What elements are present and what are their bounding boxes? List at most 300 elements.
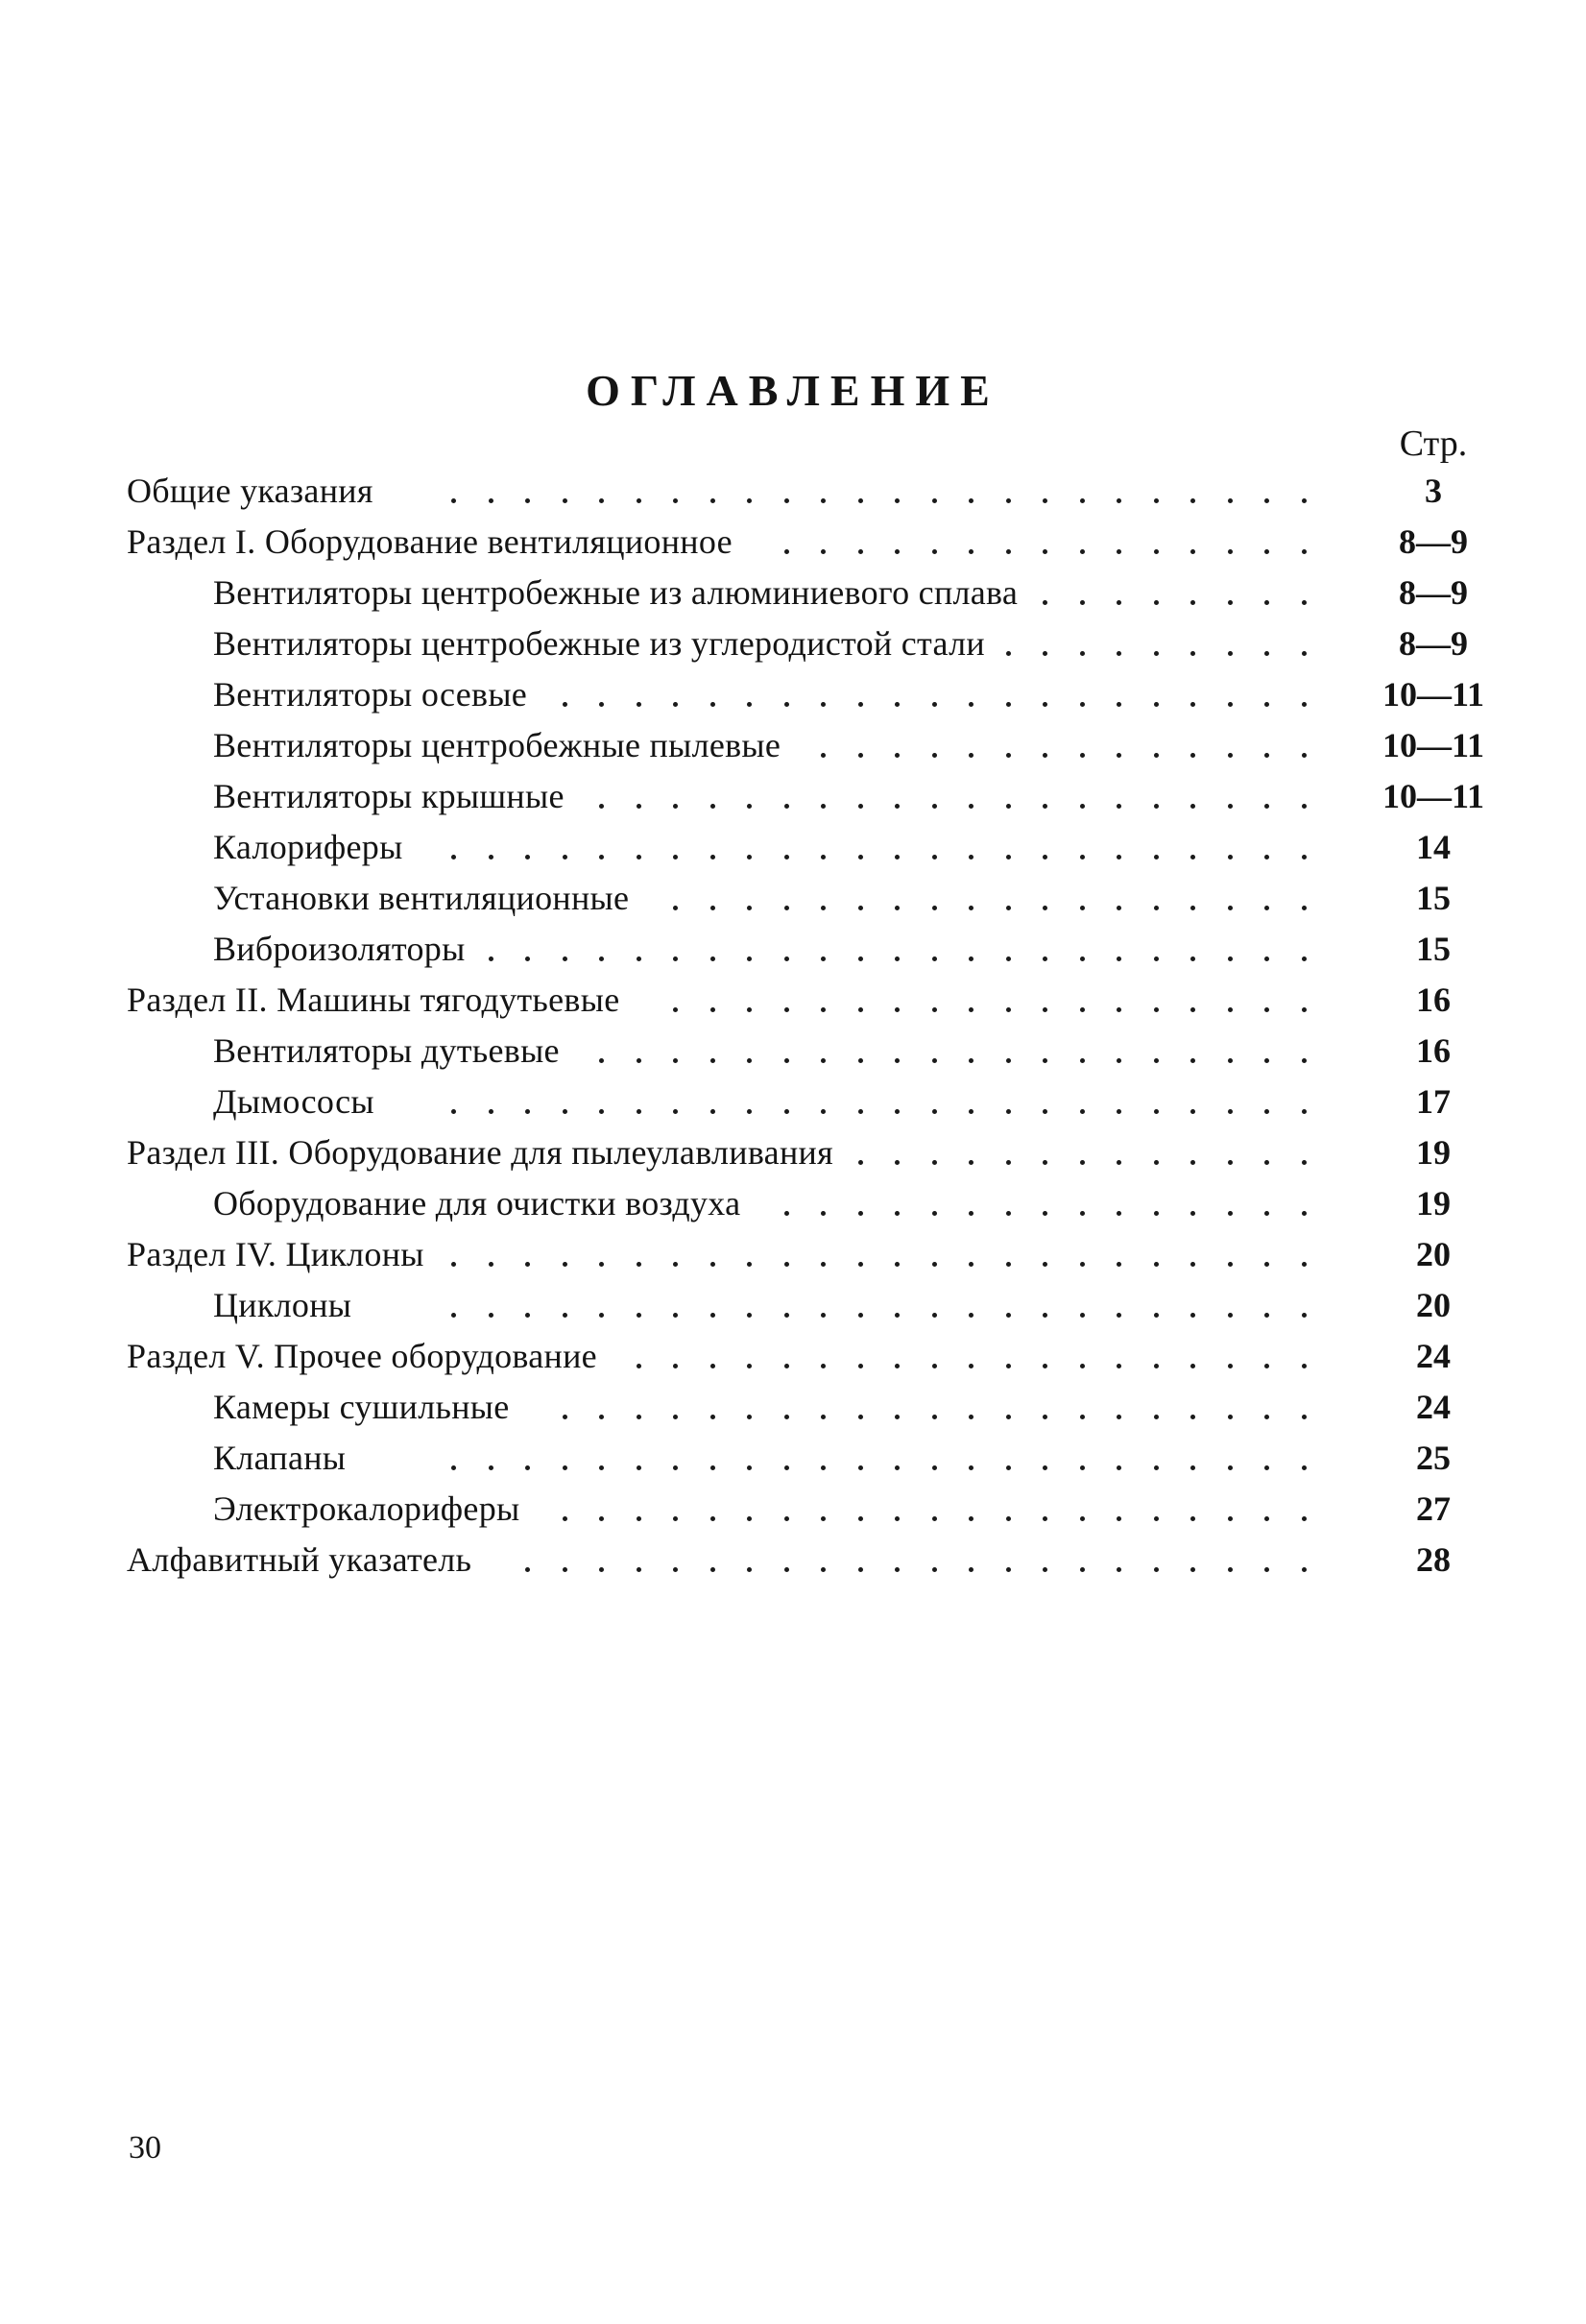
leader-dot [1117,1109,1121,1114]
leader-dot [710,1058,715,1063]
leader-dot [784,1007,789,1012]
leader-dot [1080,1262,1085,1267]
leader-dot [1302,1567,1307,1572]
leader-dot [1006,1007,1011,1012]
leader-dot [1190,906,1195,910]
toc-entry [0,517,1586,568]
leader-dot [969,1313,973,1318]
leader-dot [1302,956,1307,961]
toc-dot-leader [0,1127,1586,1177]
leader-dot [747,1058,752,1063]
leader-dot [1154,956,1159,961]
leader-dot [1302,1364,1307,1368]
leader-dot [1302,651,1307,656]
leader-dot [1228,1364,1233,1368]
leader-dot [1264,702,1269,707]
toc-entry [0,669,1586,720]
leader-dot [784,1313,789,1318]
leader-dot [1302,1465,1307,1470]
leader-dot [1302,753,1307,758]
leader-dot [858,1262,863,1267]
leader-dot [895,498,900,503]
leader-dot [1117,804,1121,809]
leader-dot [599,1313,604,1318]
leader-dot [858,1415,863,1419]
leader-dot [932,1364,937,1368]
leader-dot [1264,956,1269,961]
leader-dot [1080,1058,1085,1063]
leader-dot [1190,1058,1195,1063]
toc-entry [0,924,1586,975]
toc-entry-label: Вентиляторы центробежные из алюминиевого сплава [213,573,1019,612]
leader-dot [673,702,678,707]
toc-dot-leader [0,975,1586,1025]
toc-dot-leader [0,568,1586,617]
leader-dot [563,1262,567,1267]
leader-dot [1190,1262,1195,1267]
leader-dot [1190,1364,1195,1368]
toc-dot-leader [0,822,1586,872]
leader-dot [673,855,678,859]
toc-entry-label: Виброизоляторы [213,930,466,968]
toc-entry-label: Вентиляторы осевые [213,675,528,714]
leader-dot [1228,753,1233,758]
leader-dot [969,1058,973,1063]
leader-dot [1190,1567,1195,1572]
leader-dot [784,1567,789,1572]
leader-dot [673,804,678,809]
leader-dot [1154,855,1159,859]
toc-entry-label: Раздел IV. Циклоны [127,1235,424,1273]
leader-dot [858,1211,863,1216]
leader-dot [451,855,456,859]
leader-dot [1117,1211,1121,1216]
leader-dot [1228,1058,1233,1063]
leader-dot [1264,1516,1269,1521]
leader-dot [969,753,973,758]
toc-entry-label: Электрокалориферы [213,1489,520,1528]
leader-dot [1154,753,1159,758]
leader-dot [784,804,789,809]
leader-dot [1190,1313,1195,1318]
leader-dot [1228,1262,1233,1267]
leader-dot [673,1007,678,1012]
leader-dot [932,855,937,859]
leader-dot [1006,956,1011,961]
leader-dot [710,1313,715,1318]
leader-dot [821,753,826,758]
leader-dot [1043,804,1047,809]
leader-dot [563,1567,567,1572]
toc-entry [0,1127,1586,1178]
leader-dot [673,956,678,961]
leader-dot [563,1313,567,1318]
leader-dot [1264,906,1269,910]
toc-dot-leader [0,924,1586,974]
leader-dot [637,1567,641,1572]
leader-dot [1154,1109,1159,1114]
toc-entry [0,1484,1586,1535]
leader-dot [637,1262,641,1267]
leader-dot [710,1567,715,1572]
leader-dot [1117,1007,1121,1012]
leader-dot [1154,1415,1159,1419]
leader-dot [1228,549,1233,554]
leader-dot [1043,1364,1047,1368]
toc-entry-label: Вентиляторы центробежные из углеродистой стали [213,624,985,663]
leader-dot [1190,1415,1195,1419]
leader-dot [747,804,752,809]
leader-dot [821,1516,826,1521]
toc-entry-page: 15 [1416,930,1451,968]
leader-dot [1154,1160,1159,1165]
leader-dot [1117,906,1121,910]
leader-dot [1154,1262,1159,1267]
toc-entry [0,1331,1586,1382]
leader-dot [821,549,826,554]
leader-dot [858,956,863,961]
leader-dot [1080,651,1085,656]
leader-dot [1302,1109,1307,1114]
toc-entry-page: 27 [1416,1489,1451,1528]
leader-dot [784,549,789,554]
toc-dot-leader [0,1484,1586,1534]
leader-dot [1190,702,1195,707]
leader-dot [710,804,715,809]
toc-entry [0,466,1586,517]
leader-dot [821,956,826,961]
leader-dot [969,702,973,707]
leader-dot [1080,549,1085,554]
leader-dot [747,1415,752,1419]
leader-dot [932,1465,937,1470]
leader-dot [784,956,789,961]
toc-entry [0,720,1586,771]
toc-entry-page: 25 [1416,1439,1451,1477]
leader-dot [969,855,973,859]
leader-dot [563,1415,567,1419]
leader-dot [895,702,900,707]
leader-dot [784,1058,789,1063]
toc-entry [0,1535,1586,1586]
toc-dot-leader [0,618,1586,668]
leader-dot [1228,906,1233,910]
leader-dot [969,549,973,554]
leader-dot [784,1364,789,1368]
leader-dot [710,906,715,910]
leader-dot [1117,1567,1121,1572]
toc-entry-label: Вентиляторы центробежные пылевые [213,726,781,764]
leader-dot [858,1058,863,1063]
toc-entry-page: 8—9 [1399,624,1468,663]
leader-dot [1043,600,1047,605]
leader-dot [858,1109,863,1114]
leader-dot [1154,1313,1159,1318]
leader-dot [489,1262,493,1267]
leader-dot [1154,804,1159,809]
leader-dot [1043,498,1047,503]
leader-dot [637,702,641,707]
leader-dot [1117,753,1121,758]
leader-dot [747,1516,752,1521]
leader-dot [821,1415,826,1419]
leader-dot [1080,1007,1085,1012]
toc-entry-page: 24 [1416,1388,1451,1426]
leader-dot [895,1007,900,1012]
leader-dot [1302,906,1307,910]
leader-dot [1228,600,1233,605]
leader-dot [821,1211,826,1216]
leader-dot [969,1415,973,1419]
leader-dot [932,1516,937,1521]
toc-entry-label: Раздел V. Прочее оборудование [127,1337,597,1375]
leader-dot [1043,1465,1047,1470]
leader-dot [747,956,752,961]
leader-dot [1006,1211,1011,1216]
toc-entry-page: 3 [1425,472,1442,510]
toc-entry-label: Дымососы [213,1082,374,1121]
leader-dot [1228,855,1233,859]
leader-dot [821,1364,826,1368]
leader-dot [1264,1415,1269,1419]
leader-dot [1154,1364,1159,1368]
leader-dot [858,855,863,859]
toc-dot-leader [0,1178,1586,1228]
leader-dot [1190,1211,1195,1216]
leader-dot [1154,1567,1159,1572]
leader-dot [1154,651,1159,656]
toc-entry-label: Калориферы [213,828,403,866]
leader-dot [821,855,826,859]
leader-dot [1190,498,1195,503]
toc-entry [0,822,1586,873]
leader-dot [1006,1109,1011,1114]
leader-dot [784,1109,789,1114]
leader-dot [673,1262,678,1267]
leader-dot [637,956,641,961]
leader-dot [1043,1313,1047,1318]
leader-dot [1154,702,1159,707]
leader-dot [969,1160,973,1165]
leader-dot [710,1516,715,1521]
leader-dot [784,1516,789,1521]
leader-dot [932,1109,937,1114]
leader-dot [895,549,900,554]
leader-dot [525,1262,530,1267]
leader-dot [1264,1211,1269,1216]
leader-dot [858,1465,863,1470]
toc-entry [0,1433,1586,1484]
leader-dot [1043,753,1047,758]
leader-dot [969,1465,973,1470]
leader-dot [1043,1516,1047,1521]
leader-dot [895,1415,900,1419]
leader-dot [1228,1415,1233,1419]
leader-dot [1117,1415,1121,1419]
leader-dot [1080,1364,1085,1368]
leader-dot [599,1262,604,1267]
leader-dot [1190,600,1195,605]
leader-dot [1190,549,1195,554]
toc-entry [0,873,1586,924]
toc-entry-page: 10—11 [1382,675,1484,714]
leader-dot [932,1313,937,1318]
toc-dot-leader [0,1331,1586,1381]
leader-dot [637,498,641,503]
leader-dot [1302,804,1307,809]
leader-dot [673,498,678,503]
toc-entry [0,1026,1586,1077]
leader-dot [858,1007,863,1012]
leader-dot [747,1465,752,1470]
leader-dot [747,1567,752,1572]
toc-entry-page: 19 [1416,1133,1451,1172]
leader-dot [1043,855,1047,859]
leader-dot [747,1007,752,1012]
leader-dot [932,753,937,758]
leader-dot [932,1415,937,1419]
leader-dot [1228,1160,1233,1165]
leader-dot [932,549,937,554]
leader-dot [637,1364,641,1368]
leader-dot [747,906,752,910]
leader-dot [1302,1415,1307,1419]
toc-entry-page: 24 [1416,1337,1451,1375]
leader-dot [969,956,973,961]
leader-dot [784,906,789,910]
leader-dot [489,1313,493,1318]
leader-dot [489,956,493,961]
leader-dot [1043,702,1047,707]
toc-dot-leader [0,1382,1586,1432]
toc-entry-label: Циклоны [213,1286,352,1324]
leader-dot [1006,1415,1011,1419]
leader-dot [1006,753,1011,758]
leader-dot [969,1567,973,1572]
leader-dot [1228,651,1233,656]
leader-dot [1080,600,1085,605]
leader-dot [599,804,604,809]
leader-dot [1006,855,1011,859]
leader-dot [1006,702,1011,707]
leader-dot [1154,498,1159,503]
leader-dot [451,1465,456,1470]
leader-dot [1080,498,1085,503]
toc-entry-page: 8—9 [1399,573,1468,612]
page-number: 30 [129,2130,161,2166]
leader-dot [858,804,863,809]
leader-dot [784,1465,789,1470]
toc-entry [0,1229,1586,1280]
leader-dot [784,1415,789,1419]
leader-dot [710,1262,715,1267]
leader-dot [673,906,678,910]
leader-dot [1190,651,1195,656]
leader-dot [673,1109,678,1114]
leader-dot [1154,600,1159,605]
leader-dot [637,1313,641,1318]
leader-dot [1190,855,1195,859]
toc-dot-leader [0,517,1586,567]
leader-dot [1080,1465,1085,1470]
leader-dot [563,1465,567,1470]
leader-dot [1043,1211,1047,1216]
leader-dot [1302,1262,1307,1267]
leader-dot [969,1364,973,1368]
leader-dot [895,906,900,910]
leader-dot [1117,1262,1121,1267]
leader-dot [525,1313,530,1318]
leader-dot [1117,956,1121,961]
leader-dot [1264,1007,1269,1012]
leader-dot [932,1262,937,1267]
leader-dot [1080,1567,1085,1572]
leader-dot [821,1007,826,1012]
leader-dot [525,1465,530,1470]
leader-dot [1117,600,1121,605]
leader-dot [451,1313,456,1318]
leader-dot [821,1058,826,1063]
leader-dot [895,956,900,961]
leader-dot [1080,1516,1085,1521]
leader-dot [1302,1313,1307,1318]
toc-entry-label: Установки вентиляционные [213,879,630,917]
toc-dot-leader [0,1229,1586,1279]
leader-dot [969,1109,973,1114]
leader-dot [599,702,604,707]
leader-dot [821,804,826,809]
toc-entry-page: 16 [1416,980,1451,1019]
leader-dot [1264,1364,1269,1368]
leader-dot [932,1058,937,1063]
toc-entry [0,771,1586,822]
leader-dot [858,498,863,503]
leader-dot [1080,956,1085,961]
toc-entry-page: 8—9 [1399,522,1468,561]
leader-dot [1190,1160,1195,1165]
leader-dot [969,804,973,809]
leader-dot [1228,1465,1233,1470]
leader-dot [932,1007,937,1012]
toc-entry-page: 10—11 [1382,777,1484,815]
leader-dot [1264,651,1269,656]
toc-entry-page: 10—11 [1382,726,1484,764]
leader-dot [969,498,973,503]
leader-dot [1117,1160,1121,1165]
toc-entry-page: 20 [1416,1286,1451,1324]
leader-dot [1190,1007,1195,1012]
toc-dot-leader [0,1535,1586,1585]
leader-dot [1080,1160,1085,1165]
leader-dot [821,906,826,910]
leader-dot [637,1415,641,1419]
leader-dot [895,1516,900,1521]
leader-dot [1228,1567,1233,1572]
leader-dot [1228,1516,1233,1521]
leader-dot [821,702,826,707]
leader-dot [1302,1211,1307,1216]
leader-dot [710,498,715,503]
leader-dot [858,753,863,758]
leader-dot [858,906,863,910]
leader-dot [1043,1007,1047,1012]
leader-dot [1228,1007,1233,1012]
leader-dot [563,1109,567,1114]
leader-dot [895,804,900,809]
leader-dot [1264,1109,1269,1114]
leader-dot [1117,1058,1121,1063]
leader-dot [1190,1465,1195,1470]
